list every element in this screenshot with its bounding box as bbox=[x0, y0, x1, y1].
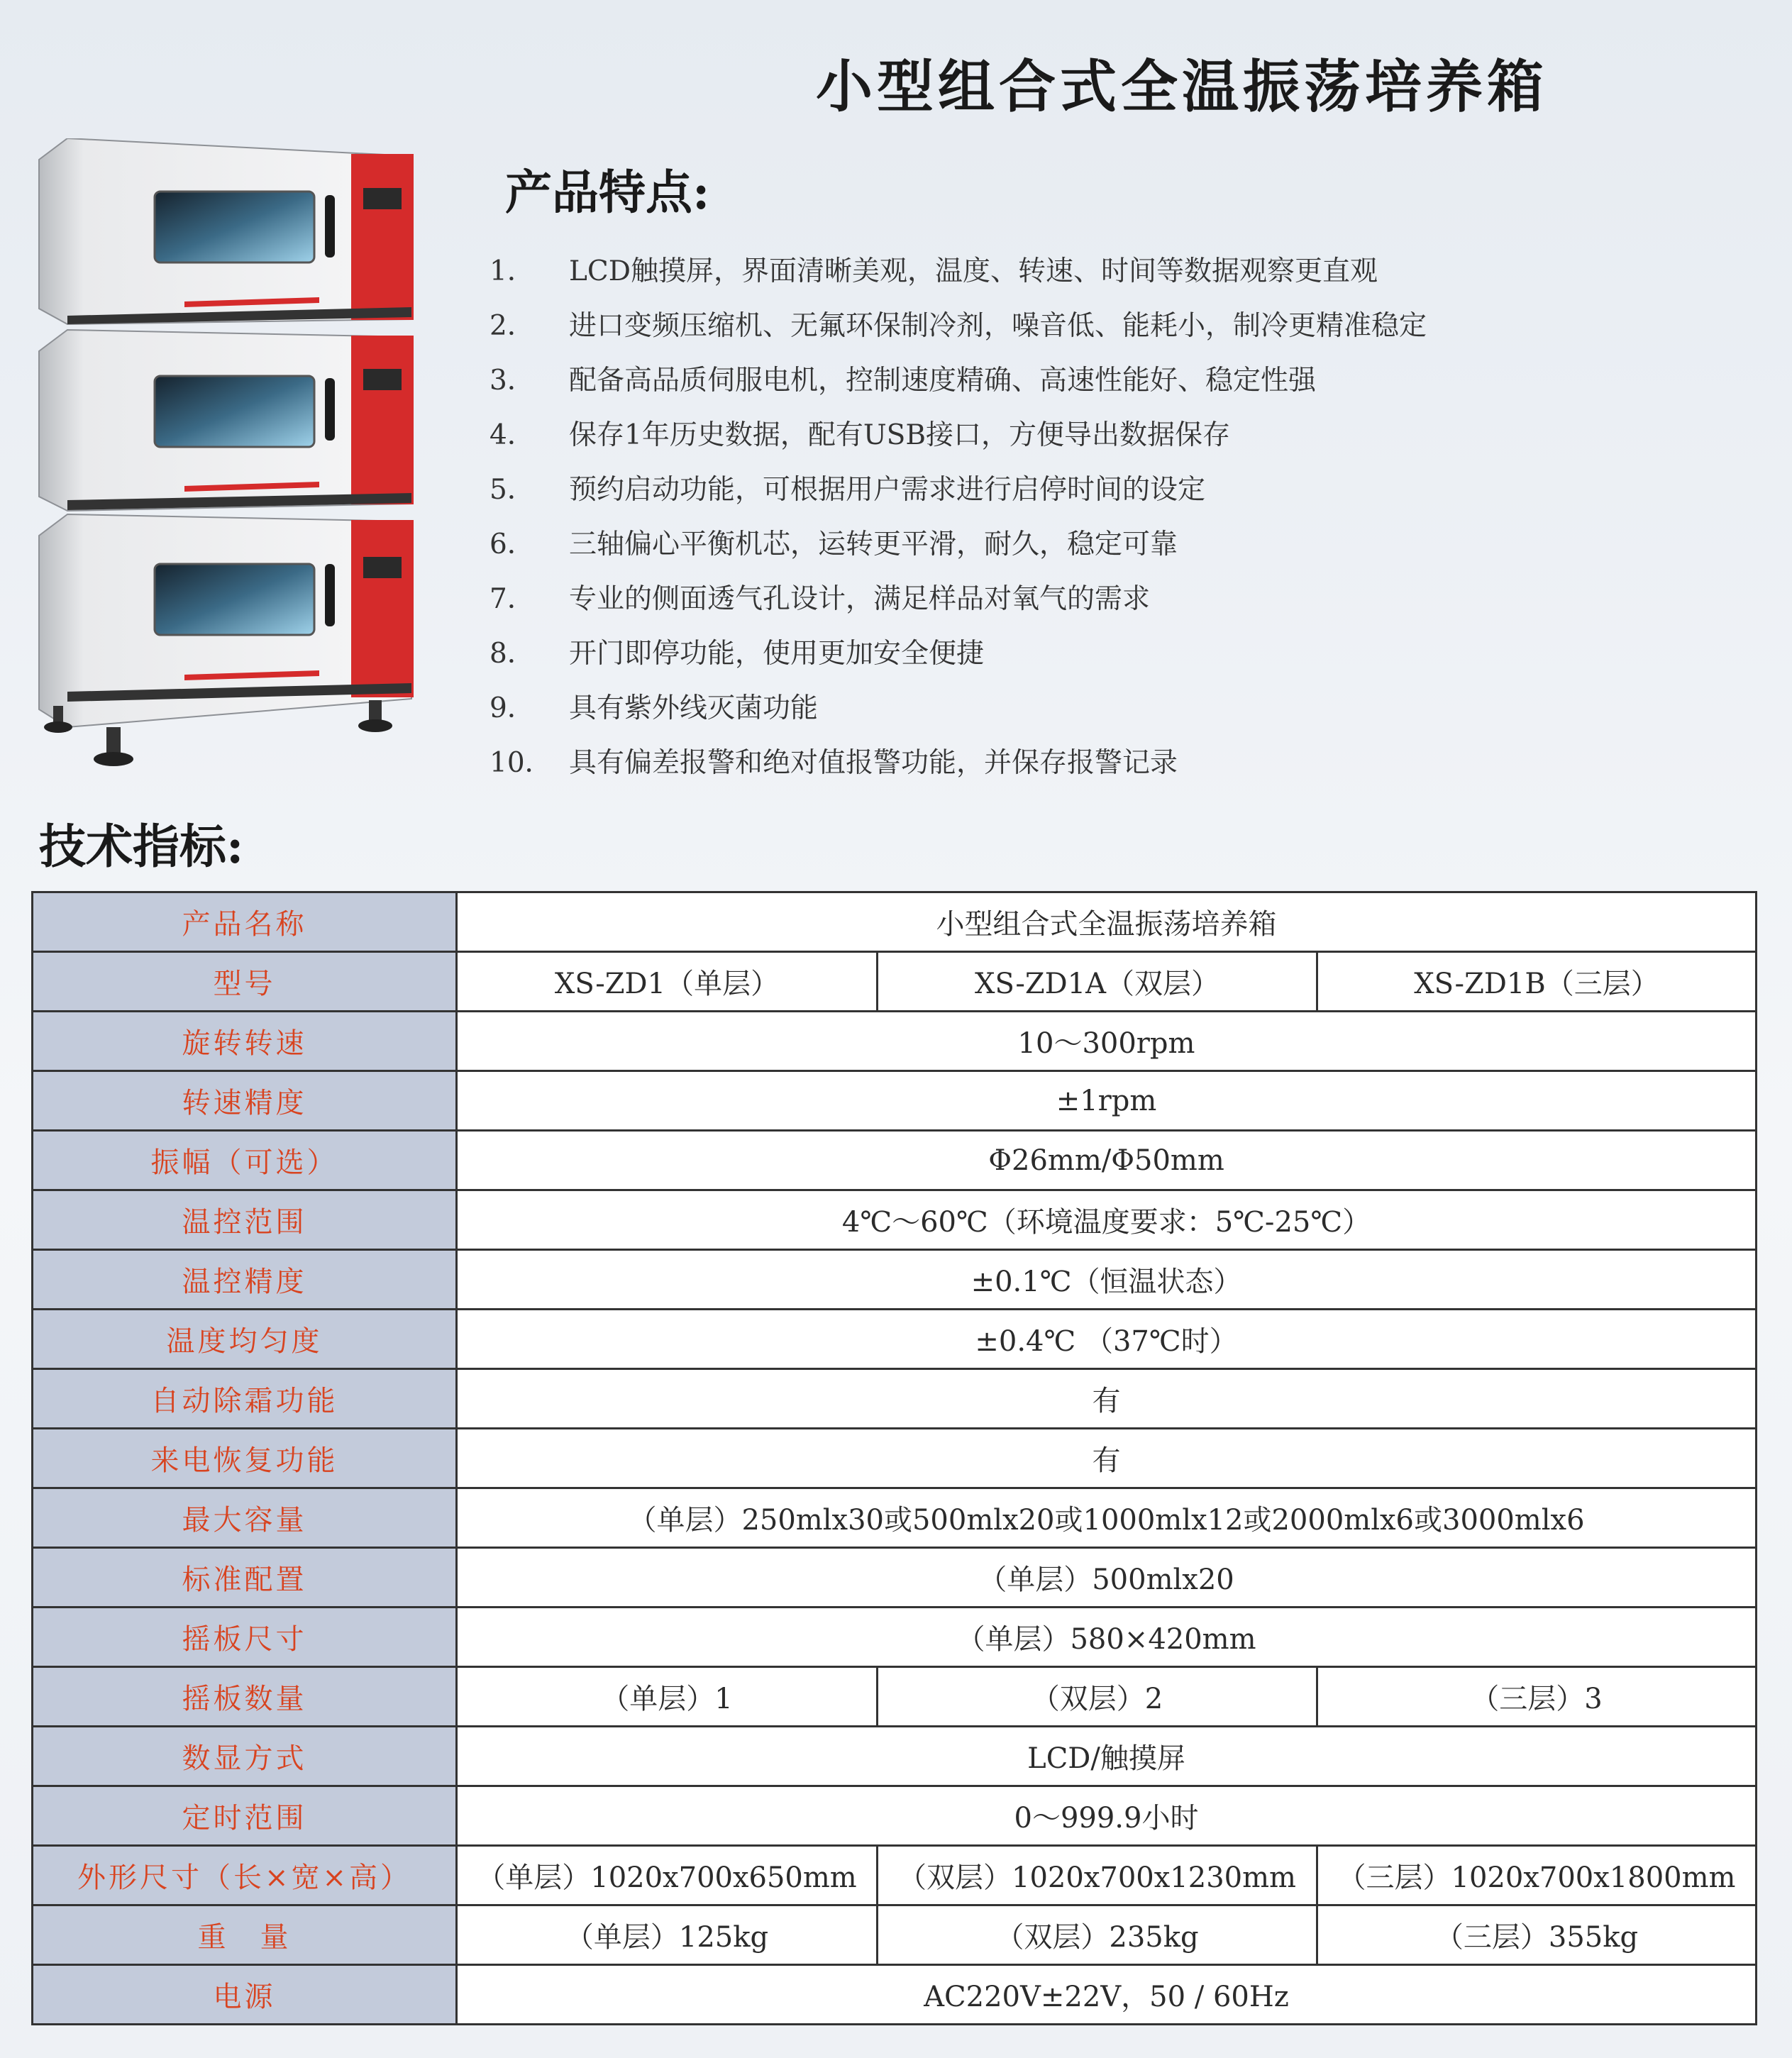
spec-row-display bbox=[33, 1727, 1757, 1786]
spec-row-speed bbox=[33, 1012, 1757, 1071]
spec-value: （三层）3 bbox=[1317, 1667, 1757, 1727]
specs-heading: 技术指标: bbox=[39, 819, 244, 874]
feature-text: LCD触摸屏，界面清晰美观，温度、转速、时间等数据观察更直观 bbox=[569, 255, 1378, 287]
feature-number: 7． bbox=[490, 582, 535, 615]
spec-value: （三层）1020x700x1800mm bbox=[1317, 1846, 1757, 1905]
feature-number: 9． bbox=[490, 692, 535, 724]
spec-label: 转速精度 bbox=[33, 1071, 457, 1131]
spec-row-product-name bbox=[33, 892, 1757, 952]
spec-label: 电源 bbox=[33, 1965, 457, 2025]
feature-number: 3． bbox=[490, 364, 535, 397]
spec-row-power-supply bbox=[33, 1965, 1757, 2025]
feature-text: 配备高品质伺服电机，控制速度精确、高速性能好、稳定性强 bbox=[569, 364, 1317, 397]
feature-number: 6． bbox=[490, 528, 535, 560]
features-heading: 产品特点: bbox=[505, 165, 710, 220]
spec-value: 4℃～60℃（环境温度要求：5℃-25℃） bbox=[457, 1190, 1757, 1250]
spec-value: 小型组合式全温振荡培养箱 bbox=[457, 892, 1757, 952]
feature-number: 1． bbox=[490, 255, 535, 287]
spec-table bbox=[31, 891, 1757, 2025]
spec-row-power-recovery bbox=[33, 1429, 1757, 1488]
feature-text: 预约启动功能，可根据用户需求进行启停时间的设定 bbox=[569, 473, 1206, 506]
spec-row-platform-size bbox=[33, 1608, 1757, 1667]
spec-value: （双层）235kg bbox=[878, 1905, 1317, 1965]
spec-value: ±1rpm bbox=[457, 1071, 1757, 1131]
spec-value: XS-ZD1B（三层） bbox=[1317, 952, 1757, 1012]
spec-label: 型号 bbox=[33, 952, 457, 1012]
spec-label: 最大容量 bbox=[33, 1488, 457, 1548]
spec-value: XS-ZD1A（双层） bbox=[878, 952, 1317, 1012]
feature-text: 具有紫外线灭菌功能 bbox=[569, 692, 819, 724]
spec-value: Φ26mm/Φ50mm bbox=[457, 1131, 1757, 1190]
feature-item bbox=[490, 569, 1427, 624]
spec-value: （双层）1020x700x1230mm bbox=[878, 1846, 1317, 1905]
feature-item bbox=[490, 678, 1427, 733]
spec-row-timer-range bbox=[33, 1786, 1757, 1846]
spec-row-platform-count bbox=[33, 1667, 1757, 1727]
spec-value: （单层）500mlx20 bbox=[457, 1548, 1757, 1608]
spec-label: 温控范围 bbox=[33, 1190, 457, 1250]
spec-row-temp-accuracy bbox=[33, 1250, 1757, 1310]
feature-number: 2． bbox=[490, 309, 535, 342]
feature-list bbox=[490, 241, 1427, 787]
feature-item bbox=[490, 514, 1427, 569]
spec-value: AC220V±22V，50 / 60Hz bbox=[457, 1965, 1757, 2025]
spec-row-amplitude bbox=[33, 1131, 1757, 1190]
spec-row-max-capacity bbox=[33, 1488, 1757, 1548]
feature-number: 5． bbox=[490, 473, 535, 506]
spec-label: 振幅（可选） bbox=[33, 1131, 457, 1190]
feature-item bbox=[490, 241, 1427, 296]
spec-label: 数显方式 bbox=[33, 1727, 457, 1786]
spec-value: （双层）2 bbox=[878, 1667, 1317, 1727]
feature-item bbox=[490, 350, 1427, 405]
feature-item bbox=[490, 296, 1427, 350]
spec-value: （单层）250mlx30或500mlx20或1000mlx12或2000mlx6或3000mlx6 bbox=[457, 1488, 1757, 1548]
spec-value: （单层）1 bbox=[457, 1667, 878, 1727]
feature-text: 保存1年历史数据，配有USB接口，方便导出数据保存 bbox=[569, 419, 1231, 451]
spec-label: 来电恢复功能 bbox=[33, 1429, 457, 1488]
spec-row-model bbox=[33, 952, 1757, 1012]
spec-value: 0～999.9小时 bbox=[457, 1786, 1757, 1846]
feature-number: 8． bbox=[490, 637, 535, 670]
feature-text: 具有偏差报警和绝对值报警功能，并保存报警记录 bbox=[569, 746, 1178, 779]
spec-label: 产品名称 bbox=[33, 892, 457, 952]
feature-item bbox=[490, 460, 1427, 514]
spec-row-standard-config bbox=[33, 1548, 1757, 1608]
spec-label: 外形尺寸（长×宽×高） bbox=[33, 1846, 457, 1905]
feature-number: 10． bbox=[490, 746, 553, 779]
spec-row-dimensions bbox=[33, 1846, 1757, 1905]
feature-text: 进口变频压缩机、无氟环保制冷剂，噪音低、能耗小，制冷更精准稳定 bbox=[569, 309, 1427, 342]
spec-value: 有 bbox=[457, 1369, 1757, 1429]
spec-label: 定时范围 bbox=[33, 1786, 457, 1846]
spec-label: 重 量 bbox=[33, 1905, 457, 1965]
spec-label: 摇板尺寸 bbox=[33, 1608, 457, 1667]
spec-value: 10～300rpm bbox=[457, 1012, 1757, 1071]
spec-label: 温度均匀度 bbox=[33, 1310, 457, 1369]
feature-text: 专业的侧面透气孔设计，满足样品对氧气的需求 bbox=[569, 582, 1151, 615]
spec-label: 自动除霜功能 bbox=[33, 1369, 457, 1429]
product-image bbox=[35, 138, 433, 777]
feature-text: 三轴偏心平衡机芯，运转更平滑，耐久，稳定可靠 bbox=[569, 528, 1178, 560]
spec-value: （单层）1020x700x650mm bbox=[457, 1846, 878, 1905]
spec-value: LCD/触摸屏 bbox=[457, 1727, 1757, 1786]
spec-row-defrost bbox=[33, 1369, 1757, 1429]
spec-value: ±0.4℃ （37℃时） bbox=[457, 1310, 1757, 1369]
spec-value: ±0.1℃（恒温状态） bbox=[457, 1250, 1757, 1310]
feature-text: 开门即停功能，使用更加安全便捷 bbox=[569, 637, 985, 670]
spec-value: （单层）125kg bbox=[457, 1905, 878, 1965]
spec-label: 摇板数量 bbox=[33, 1667, 457, 1727]
spec-value: （三层）355kg bbox=[1317, 1905, 1757, 1965]
spec-row-temp-uniformity bbox=[33, 1310, 1757, 1369]
page-title: 小型组合式全温振荡培养箱 bbox=[816, 53, 1548, 120]
spec-label: 旋转转速 bbox=[33, 1012, 457, 1071]
spec-row-temp-range bbox=[33, 1190, 1757, 1250]
spec-value: （单层）580×420mm bbox=[457, 1608, 1757, 1667]
feature-item bbox=[490, 624, 1427, 678]
spec-value: XS-ZD1（单层） bbox=[457, 952, 878, 1012]
spec-label: 温控精度 bbox=[33, 1250, 457, 1310]
feature-item bbox=[490, 405, 1427, 460]
feature-item bbox=[490, 733, 1427, 787]
spec-value: 有 bbox=[457, 1429, 1757, 1488]
feature-number: 4． bbox=[490, 419, 535, 451]
spec-label: 标准配置 bbox=[33, 1548, 457, 1608]
spec-row-weight bbox=[33, 1905, 1757, 1965]
spec-row-speed-accuracy bbox=[33, 1071, 1757, 1131]
